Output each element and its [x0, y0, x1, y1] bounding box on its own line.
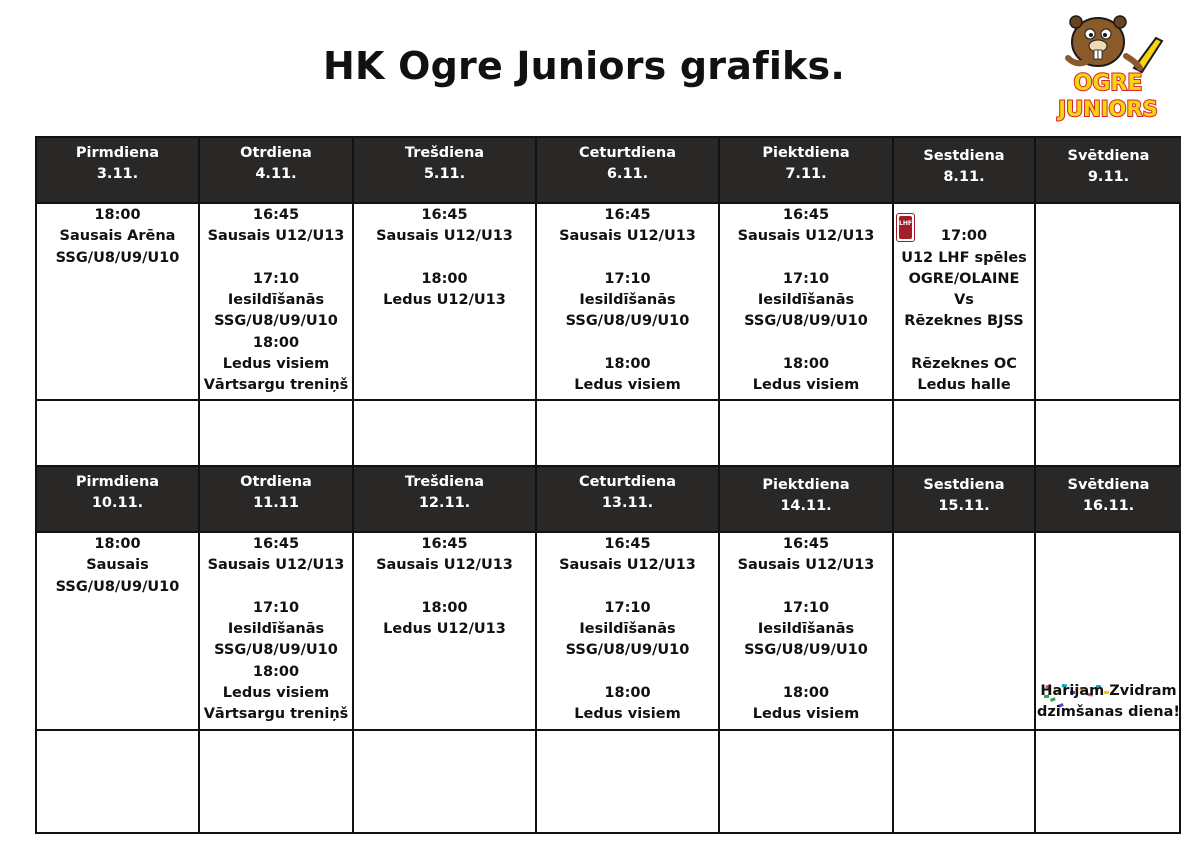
schedule-line [537, 662, 718, 683]
schedule-line: Ledus visiem [574, 706, 681, 723]
empty-cell [894, 401, 1036, 467]
empty-cell [720, 731, 894, 834]
ogre-juniors-logo [1056, 8, 1164, 126]
schedule-line: 18:00 [782, 685, 830, 702]
schedule-line: Sausais U12/U13 [376, 228, 513, 245]
day-name: Otrdiena [240, 145, 312, 161]
schedule-line: 17:10 [782, 599, 830, 616]
day-header [1036, 138, 1181, 204]
day-name: Piektdiena [762, 477, 850, 493]
schedule-line [720, 333, 892, 354]
schedule-line: 16:45 [604, 207, 651, 223]
day-date: 3.11. [96, 166, 139, 183]
schedule-line: Sausais U12/U13 [559, 228, 696, 245]
lhf-badge-icon [896, 213, 915, 242]
schedule-line: 17:10 [252, 270, 300, 287]
day-date: 7.11. [785, 166, 827, 183]
schedule-line: 16:45 [252, 536, 300, 552]
schedule-line: SSG/U8/U9/U10 [565, 313, 690, 330]
empty-cell [200, 401, 354, 467]
day-header [354, 138, 537, 204]
birthday-note [1036, 681, 1181, 724]
day-date: 16.11. [1082, 498, 1135, 515]
day-header [200, 467, 354, 533]
schedule-line: 18:00 [604, 356, 651, 373]
empty-cell [537, 401, 720, 467]
schedule-line: Ledus visiem [222, 356, 330, 373]
page-title: HK Ogre Juniors grafiks. [323, 44, 845, 88]
schedule-line: Sausais U12/U13 [207, 228, 345, 245]
schedule-line: SSG/U8/U9/U10 [55, 578, 180, 595]
empty-cell [354, 731, 537, 834]
schedule-line: Ledus halle [917, 377, 1011, 394]
schedule-line: Sausais U12/U13 [207, 557, 345, 574]
day-date: 14.11. [780, 498, 832, 515]
schedule-line: SSG/U8/U9/U10 [744, 642, 868, 659]
schedule-line: Sausais Arēna [59, 228, 176, 245]
schedule-line: 18:00 [94, 207, 141, 223]
empty-cell [1036, 401, 1181, 467]
schedule-line [537, 248, 718, 269]
schedule-line [200, 248, 352, 269]
schedule-line: SSG/U8/U9/U10 [214, 313, 338, 330]
logo-line1: OGRE [1073, 71, 1143, 96]
empty-cell [37, 731, 200, 834]
empty-cell [894, 731, 1036, 834]
day-header [37, 138, 200, 204]
schedule-line: Rēzeknes BJSS [904, 313, 1024, 330]
schedule-line: 17:10 [252, 599, 300, 616]
schedule-cell [37, 204, 200, 401]
schedule-line: Ledus U12/U13 [383, 621, 506, 638]
schedule-line: 17:00 [940, 228, 988, 245]
schedule-cell [537, 204, 720, 401]
schedule-line: 18:00 [421, 599, 468, 616]
schedule-cell [354, 533, 537, 731]
schedule-line [537, 577, 718, 598]
day-name: Trešdiena [404, 145, 485, 161]
lhf-badge-text: LHF [899, 216, 912, 239]
schedule-line: Iesildīšanās [757, 292, 855, 309]
day-date: 13.11. [601, 495, 654, 512]
schedule-line: 18:00 [94, 536, 141, 552]
schedule-line: Iesildīšanās [579, 621, 676, 638]
beaver-logo-icon [1056, 8, 1164, 126]
schedule-line: Ledus visiem [574, 377, 681, 394]
schedule-line: Ledus visiem [222, 685, 330, 702]
day-header [537, 138, 720, 204]
schedule-line: Iesildīšanās [227, 621, 325, 638]
empty-cell [354, 401, 537, 467]
day-date: 6.11. [606, 166, 649, 183]
schedule-cell [537, 533, 720, 731]
schedule-line: Iesildīšanās [579, 292, 676, 309]
birthday-line: dzimšanas diena! [1036, 704, 1180, 721]
day-header [720, 467, 894, 533]
schedule-line: U12 LHF spēles [901, 249, 1027, 266]
schedule-line: 17:10 [604, 270, 651, 287]
day-date: 15.11. [938, 498, 990, 515]
empty-cell [537, 731, 720, 834]
day-header [354, 467, 537, 533]
schedule-line: 16:45 [421, 207, 468, 223]
schedule-line: SSG/U8/U9/U10 [744, 313, 868, 330]
schedule-line: 16:45 [604, 536, 651, 552]
schedule-line: 16:45 [782, 536, 830, 552]
schedule-line: SSG/U8/U9/U10 [55, 249, 180, 266]
day-header [537, 467, 720, 533]
day-header [894, 467, 1036, 533]
schedule-line: Sausais U12/U13 [737, 557, 875, 574]
schedule-line [720, 577, 892, 598]
schedule-line [354, 248, 535, 269]
schedule-line: SSG/U8/U9/U10 [214, 642, 338, 659]
day-name: Svētdiena [1067, 477, 1150, 493]
schedule-cell [894, 533, 1036, 731]
day-name: Pirmdiena [75, 145, 160, 161]
schedule-line: Sausais U12/U13 [376, 557, 513, 574]
day-header [200, 138, 354, 204]
empty-cell [37, 401, 200, 467]
schedule-line: Vārtsargu treniņš [203, 377, 349, 394]
schedule-line: 18:00 [604, 685, 651, 702]
schedule-cell [200, 533, 354, 731]
schedule-line: 18:00 [252, 334, 300, 351]
empty-cell [1036, 731, 1181, 834]
schedule-line: 18:00 [421, 270, 468, 287]
schedule-line: Ledus visiem [752, 377, 860, 394]
schedule-cell [1036, 204, 1181, 401]
schedule-line: Vs [954, 292, 974, 309]
schedule-line [537, 333, 718, 354]
schedule-line: Rēzeknes OC [911, 356, 1017, 373]
day-name: Otrdiena [240, 474, 312, 490]
schedule-line: 16:45 [421, 536, 468, 552]
day-date: 4.11. [255, 166, 297, 183]
empty-cell [200, 731, 354, 834]
day-name: Ceturtdiena [578, 474, 677, 490]
schedule-line [894, 333, 1034, 354]
schedule-line: 16:45 [252, 207, 300, 223]
day-date: 8.11. [943, 169, 985, 186]
birthday-line: Harijam Zvidram [1040, 683, 1177, 699]
day-date: 12.11. [418, 495, 471, 512]
schedule-line: Iesildīšanās [757, 621, 855, 638]
schedule-cell [37, 533, 200, 731]
schedule-line [894, 205, 1034, 226]
schedule-line: Sausais U12/U13 [737, 228, 875, 245]
day-name: Piektdiena [762, 145, 850, 161]
schedule-line [720, 662, 892, 683]
day-name: Sestdiena [923, 148, 1005, 164]
schedule-line: Iesildīšanās [227, 292, 325, 309]
logo-line2: JUNIORS [1058, 97, 1158, 121]
schedule-line [354, 577, 535, 598]
schedule-cell [200, 204, 354, 401]
day-header [720, 138, 894, 204]
schedule-table [35, 136, 1181, 834]
schedule-line: Vārtsargu treniņš [203, 706, 349, 723]
schedule-line [200, 577, 352, 598]
day-header [1036, 467, 1181, 533]
schedule-line: 16:45 [782, 207, 830, 223]
day-name: Pirmdiena [75, 474, 160, 490]
schedule-line: Ledus visiem [752, 706, 860, 723]
schedule-line: 17:10 [782, 270, 830, 287]
schedule-line: 18:00 [252, 663, 300, 680]
schedule-cell [720, 533, 894, 731]
schedule-line [720, 248, 892, 269]
day-date: 5.11. [423, 166, 466, 183]
schedule-cell [894, 204, 1036, 401]
day-header [894, 138, 1036, 204]
day-header [37, 467, 200, 533]
schedule-cell [354, 204, 537, 401]
empty-cell [720, 401, 894, 467]
schedule-line: Sausais U12/U13 [559, 557, 696, 574]
schedule-cell [720, 204, 894, 401]
schedule-line: SSG/U8/U9/U10 [565, 642, 690, 659]
day-name: Sestdiena [923, 477, 1005, 493]
schedule-line: 17:10 [604, 599, 651, 616]
day-name: Ceturtdiena [578, 145, 677, 161]
schedule-line: Ledus U12/U13 [383, 292, 506, 309]
schedule-line: OGRE/OLAINE [908, 270, 1020, 287]
day-date: 9.11. [1087, 169, 1130, 186]
day-date: 11.11 [253, 495, 299, 512]
day-name: Trešdiena [404, 474, 485, 490]
schedule-line: Sausais [86, 557, 149, 574]
day-date: 10.11. [91, 495, 144, 512]
schedule-line: 18:00 [782, 356, 830, 373]
schedule-cell [1036, 533, 1181, 731]
day-name: Svētdiena [1067, 148, 1150, 164]
